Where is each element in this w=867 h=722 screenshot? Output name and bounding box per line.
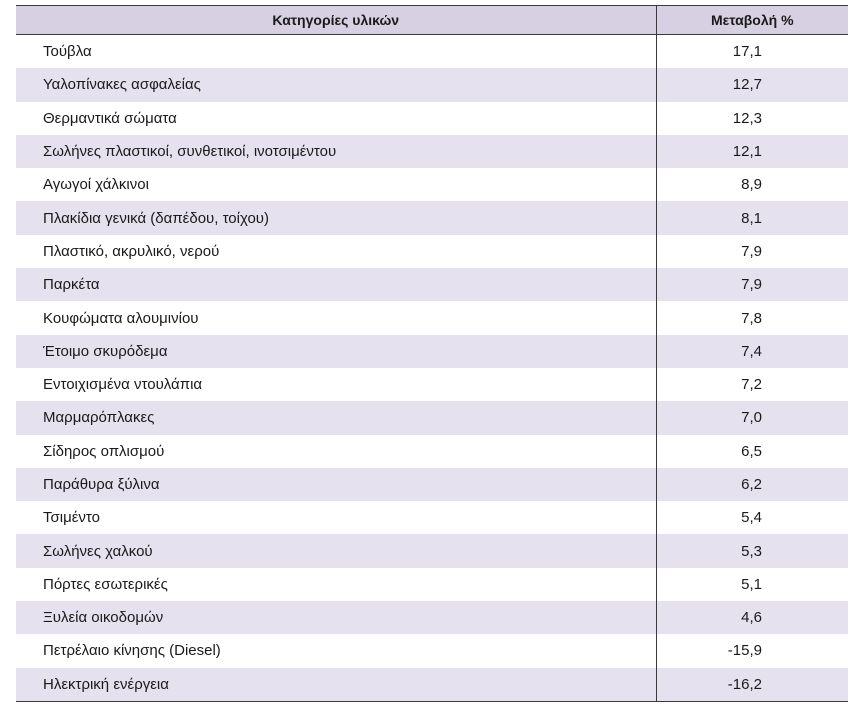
change-percent-cell: 7,0 [656, 401, 848, 434]
category-cell: Πετρέλαιο κίνησης (Diesel) [16, 634, 656, 667]
change-percent-cell: 12,7 [656, 68, 848, 101]
table-row [16, 301, 848, 334]
category-cell: Παράθυρα ξύλινα [16, 468, 656, 501]
category-cell: Υαλοπίνακες ασφαλείας [16, 68, 656, 101]
table-row [16, 534, 848, 567]
change-percent-cell: 6,5 [656, 435, 848, 468]
change-percent-cell: 4,6 [656, 601, 848, 634]
table-row [16, 601, 848, 634]
table-row [16, 335, 848, 368]
change-percent-cell: 8,1 [656, 201, 848, 234]
change-percent-cell: -15,9 [656, 634, 848, 667]
category-cell: Αγωγοί χάλκινοι [16, 168, 656, 201]
change-percent-cell: 12,1 [656, 135, 848, 168]
category-cell: Ηλεκτρική ενέργεια [16, 668, 656, 702]
category-cell: Τούβλα [16, 35, 656, 69]
category-cell: Σωλήνες πλαστικοί, συνθετικοί, ινοτσιμέντου [16, 135, 656, 168]
materials-price-change-table [16, 5, 848, 702]
category-cell: Σωλήνες χαλκού [16, 534, 656, 567]
table-row [16, 568, 848, 601]
table-row [16, 401, 848, 434]
change-percent-cell: 5,1 [656, 568, 848, 601]
table-row [16, 634, 848, 667]
category-cell: Ξυλεία οικοδομών [16, 601, 656, 634]
change-percent-cell: 5,3 [656, 534, 848, 567]
table-row [16, 501, 848, 534]
category-cell: Πλαστικό, ακρυλικό, νερού [16, 235, 656, 268]
table-row [16, 68, 848, 101]
change-percent-cell: 5,4 [656, 501, 848, 534]
table-body [16, 35, 848, 702]
header-category: Κατηγορίες υλικών [16, 6, 656, 35]
category-cell: Πλακίδια γενικά (δαπέδου, τοίχου) [16, 201, 656, 234]
change-percent-cell: 6,2 [656, 468, 848, 501]
change-percent-cell: 17,1 [656, 35, 848, 69]
change-percent-cell: 7,9 [656, 268, 848, 301]
category-cell: Μαρμαρόπλακες [16, 401, 656, 434]
table-row [16, 668, 848, 702]
change-percent-cell: 7,2 [656, 368, 848, 401]
category-cell: Εντοιχισμένα ντουλάπια [16, 368, 656, 401]
category-cell: Πόρτες εσωτερικές [16, 568, 656, 601]
category-cell: Σίδηρος οπλισμού [16, 435, 656, 468]
change-percent-cell: 7,4 [656, 335, 848, 368]
table-row [16, 368, 848, 401]
header-change-percent: Μεταβολή % [656, 6, 848, 35]
table-row [16, 268, 848, 301]
category-cell: Τσιμέντο [16, 501, 656, 534]
change-percent-cell: -16,2 [656, 668, 848, 702]
header-row [16, 6, 848, 35]
category-cell: Παρκέτα [16, 268, 656, 301]
table-row [16, 435, 848, 468]
change-percent-cell: 12,3 [656, 102, 848, 135]
category-cell: Έτοιμο σκυρόδεμα [16, 335, 656, 368]
change-percent-cell: 7,8 [656, 301, 848, 334]
table-row [16, 235, 848, 268]
table-header [16, 6, 848, 35]
table-row [16, 35, 848, 69]
category-cell: Κουφώματα αλουμινίου [16, 301, 656, 334]
table-row [16, 468, 848, 501]
table-row [16, 135, 848, 168]
table-row [16, 102, 848, 135]
table-row [16, 201, 848, 234]
category-cell: Θερμαντικά σώματα [16, 102, 656, 135]
change-percent-cell: 7,9 [656, 235, 848, 268]
table-row [16, 168, 848, 201]
change-percent-cell: 8,9 [656, 168, 848, 201]
materials-price-change-table-container [16, 5, 848, 702]
